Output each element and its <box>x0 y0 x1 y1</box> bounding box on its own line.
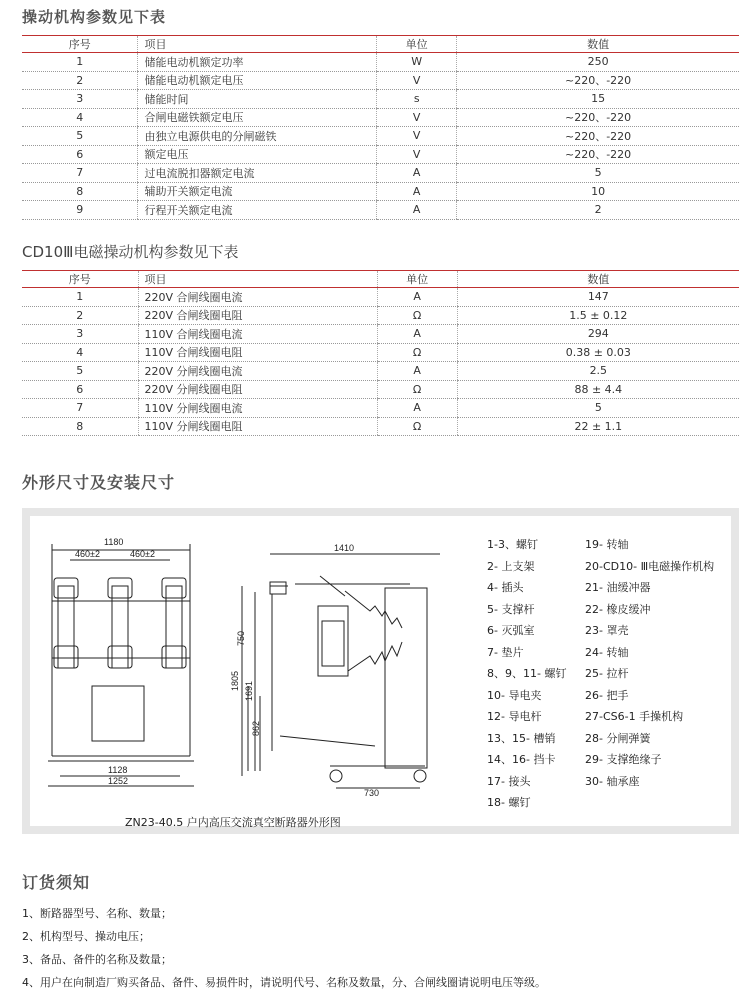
table-cell: 3 <box>22 325 138 344</box>
spec-table-1 <box>22 35 739 220</box>
table-header: 数值 <box>457 271 739 288</box>
table-header: 项目 <box>138 36 377 53</box>
legend-item: 4- 插头 <box>487 581 524 594</box>
legend-item: 8、9、11- 螺钉 <box>487 667 567 680</box>
drawing-caption: ZN23-40.5 户内高压交流真空断路器外形图 <box>125 816 341 829</box>
table-cell: 6 <box>22 380 138 399</box>
table-cell: 1 <box>22 53 138 72</box>
table-cell: 7 <box>22 164 138 183</box>
table-cell: 5 <box>22 127 138 146</box>
table-header: 序号 <box>22 36 138 53</box>
table-row <box>22 182 739 201</box>
table-cell: 4 <box>22 108 138 127</box>
table-row <box>22 399 739 418</box>
table-row <box>22 325 739 344</box>
table-row <box>22 380 739 399</box>
table-cell: 储能时间 <box>138 90 377 109</box>
table-header: 项目 <box>138 271 377 288</box>
section3-title: 外形尺寸及安装尺寸 <box>22 473 176 492</box>
legend-item: 5- 支撑杆 <box>487 602 535 616</box>
table-cell: 110V 合闸线圈电阻 <box>138 343 377 362</box>
legend-item: 14、16- 挡卡 <box>487 753 556 766</box>
table-header: 数值 <box>457 36 739 53</box>
table-cell: 22 ± 1.1 <box>457 417 739 436</box>
table-cell: 294 <box>457 325 739 344</box>
dim-460-left: 460±2 <box>75 549 100 559</box>
legend-item: 2- 上支架 <box>487 559 535 573</box>
table-cell: 147 <box>457 288 739 307</box>
table-cell: A <box>377 399 457 418</box>
table-cell: V <box>377 127 457 146</box>
legend-item: 10- 导电夹 <box>487 688 542 702</box>
table-row <box>22 90 739 109</box>
table-header: 单位 <box>377 36 457 53</box>
table-cell: A <box>377 288 457 307</box>
dim-460-right: 460±2 <box>130 549 155 559</box>
table-cell: s <box>377 90 457 109</box>
table-cell: V <box>377 71 457 90</box>
table-cell: Ω <box>377 343 457 362</box>
table-cell: 由独立电源供电的分闸磁铁 <box>138 127 377 146</box>
table-row <box>22 145 739 164</box>
table-cell: 250 <box>457 53 739 72</box>
table-header: 序号 <box>22 271 138 288</box>
legend-item: 26- 把手 <box>585 688 629 702</box>
table-cell: 4 <box>22 343 138 362</box>
table-cell: Ω <box>377 306 457 325</box>
table-cell: 220V 合闸线圈电流 <box>138 288 377 307</box>
table-cell: 220V 合闸线圈电阻 <box>138 306 377 325</box>
table-cell: 88 ± 4.4 <box>457 380 739 399</box>
table-row <box>22 306 739 325</box>
table-cell: 0.38 ± 0.03 <box>457 343 739 362</box>
table-cell: 辅助开关额定电流 <box>138 182 377 201</box>
table-cell: 10 <box>457 182 739 201</box>
table-cell: ~220、-220 <box>457 145 739 164</box>
table-cell: 1 <box>22 288 138 307</box>
table-cell: 合闸电磁铁额定电压 <box>138 108 377 127</box>
legend-item: 7- 垫片 <box>487 645 524 659</box>
table-cell: 5 <box>457 164 739 183</box>
table-cell: 2 <box>22 306 138 325</box>
legend-right <box>585 536 714 794</box>
legend-left <box>487 536 566 816</box>
legend-item: 21- 油缓冲器 <box>585 581 651 594</box>
spec-table-2 <box>22 270 739 436</box>
legend-item: 30- 轴承座 <box>585 774 640 788</box>
order-note: 1、断路器型号、名称、数量； <box>22 907 172 920</box>
table-cell: 220V 分闸线圈电阻 <box>138 380 377 399</box>
table-cell: 1.5 ± 0.12 <box>457 306 739 325</box>
table-cell: 2.5 <box>457 362 739 381</box>
table-cell: A <box>377 164 457 183</box>
legend-item: 18- 螺钉 <box>487 796 531 809</box>
table-row <box>22 343 739 362</box>
order-note: 2、机构型号、操动电压； <box>22 930 150 943</box>
legend-item: 19- 转轴 <box>585 538 629 551</box>
legend-item: 29- 支撑绝缘子 <box>585 753 662 766</box>
table-cell: V <box>377 145 457 164</box>
legend-item: 17- 接头 <box>487 774 531 788</box>
dim-1252: 1252 <box>108 776 129 786</box>
table-cell: 2 <box>22 71 138 90</box>
legend-item: 28- 分闸弹簧 <box>585 731 651 745</box>
table-row <box>22 127 739 146</box>
table-cell: 110V 合闸线圈电流 <box>138 325 377 344</box>
table-cell: Ω <box>377 417 457 436</box>
table-row <box>22 362 739 381</box>
table-cell: Ω <box>377 380 457 399</box>
table-cell: ~220、-220 <box>457 71 739 90</box>
legend-item: 23- 罩壳 <box>585 624 629 637</box>
legend-item: 24- 转轴 <box>585 645 629 659</box>
dim-730: 730 <box>364 788 380 798</box>
table-cell: A <box>377 325 457 344</box>
table-row <box>22 164 739 183</box>
table-cell: A <box>377 182 457 201</box>
dim-1410: 1410 <box>334 543 355 553</box>
table-cell: 5 <box>22 362 138 381</box>
section2-title: CD10Ⅲ电磁操动机构参数见下表 <box>22 243 239 261</box>
legend-item: 12- 导电杆 <box>487 710 542 723</box>
table-cell: 8 <box>22 182 138 201</box>
table-cell: 8 <box>22 417 138 436</box>
dim-1180: 1180 <box>104 537 124 547</box>
table-cell: A <box>377 201 457 220</box>
table-row <box>22 71 739 90</box>
legend-item: 25- 拉杆 <box>585 667 629 680</box>
table-cell: 5 <box>457 399 739 418</box>
table-cell: 行程开关额定电流 <box>138 201 377 220</box>
dim-1128: 1128 <box>108 765 128 775</box>
table-cell: 7 <box>22 399 138 418</box>
legend-item: 27-CS6-1 手操机构 <box>585 710 684 723</box>
table-cell: V <box>377 108 457 127</box>
table-row <box>22 417 739 436</box>
table-cell: W <box>377 53 457 72</box>
table-header: 单位 <box>377 271 457 288</box>
legend-item: 20-CD10- Ⅲ电磁操作机构 <box>585 559 715 573</box>
section1-title: 操动机构参数见下表 <box>22 8 167 26</box>
table-cell: 2 <box>457 201 739 220</box>
table-cell: 额定电压 <box>138 145 377 164</box>
table-row <box>22 108 739 127</box>
dim-750: 750 <box>236 630 246 646</box>
legend-item: 6- 灭弧室 <box>487 624 535 637</box>
legend-item: 1-3、螺钉 <box>487 538 538 551</box>
table-cell: A <box>377 362 457 381</box>
table-row <box>22 201 739 220</box>
table-cell: 9 <box>22 201 138 220</box>
dim-1805: 1805 <box>230 670 240 691</box>
dim-862: 862 <box>251 720 261 736</box>
table-cell: 220V 分闸线圈电流 <box>138 362 377 381</box>
table-cell: ~220、-220 <box>457 108 739 127</box>
table-cell: 110V 分闸线圈电阻 <box>138 417 377 436</box>
table-cell: 储能电动机额定电压 <box>138 71 377 90</box>
legend-item: 13、15- 槽销 <box>487 731 556 745</box>
order-note: 4、用户在向制造厂购买备品、备件、易损件时，请说明代号、名称及数量，分、合闸线圈请说明电压等级。 <box>22 976 546 989</box>
table-cell: 过电流脱扣器额定电流 <box>138 164 377 183</box>
table-row <box>22 53 739 72</box>
table-cell: ~220、-220 <box>457 127 739 146</box>
table-cell: 110V 分闸线圈电流 <box>138 399 377 418</box>
legend-item: 22- 橡皮缓冲 <box>585 602 651 616</box>
section4-title: 订货须知 <box>22 873 91 892</box>
table-cell: 15 <box>457 90 739 109</box>
table-cell: 储能电动机额定功率 <box>138 53 377 72</box>
table-cell: 3 <box>22 90 138 109</box>
table-row <box>22 288 739 307</box>
dim-1691: 1691 <box>244 680 254 701</box>
outline-drawing-frame <box>22 508 739 834</box>
order-note: 3、备品、备件的名称及数量； <box>22 953 172 966</box>
table-cell: 6 <box>22 145 138 164</box>
